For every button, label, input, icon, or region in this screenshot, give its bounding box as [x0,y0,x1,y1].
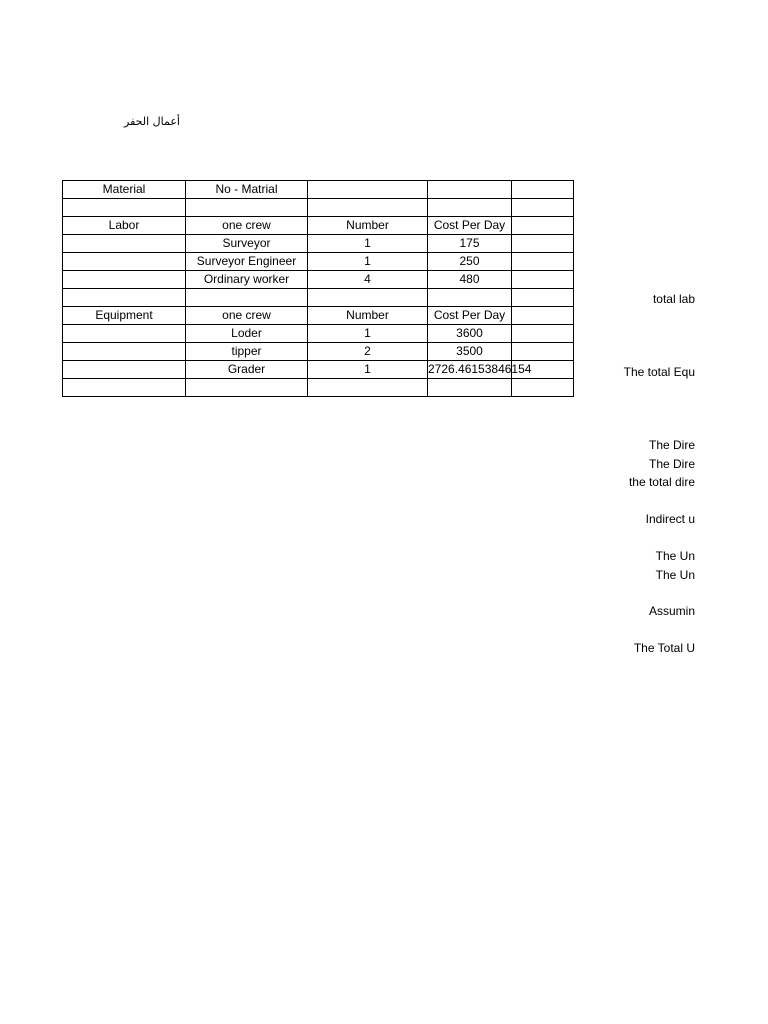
table-row [63,325,574,343]
table-row [63,253,574,271]
table-cell: Equipment [63,307,186,325]
note-total-direct: the total dire [628,475,695,489]
table-cell [428,199,512,217]
table-cell [428,379,512,397]
table-cell [512,235,574,253]
table-cell: Loder [186,325,308,343]
table-row [63,199,574,217]
note-total-labor: total lab [652,292,695,306]
table-row [63,307,574,325]
table-cell: 2 [308,343,428,361]
table-cell: 480 [428,271,512,289]
table-row [63,181,574,199]
table-cell [186,379,308,397]
table-cell: Material [63,181,186,199]
note-total-unit: The Total U [633,641,695,655]
table-cell: 1 [308,361,428,379]
table-cell [308,199,428,217]
note-direct-1: The Dire [648,438,695,452]
table-cell [63,235,186,253]
table-cell: 3600 [428,325,512,343]
table-cell [63,199,186,217]
note-unit-1: The Un [655,549,695,563]
table-cell: 250 [428,253,512,271]
table-cell: Number [308,217,428,235]
table-cell: 1 [308,325,428,343]
table-cell [512,199,574,217]
note-indirect: Indirect u [645,512,695,526]
note-assuming: Assumin [648,604,695,618]
table-cell: Surveyor [186,235,308,253]
table-cell [512,253,574,271]
note-unit-2: The Un [655,568,695,582]
table-cell: Surveyor Engineer [186,253,308,271]
table-cell [308,181,428,199]
table-cell: Labor [63,217,186,235]
table-cell: Ordinary worker [186,271,308,289]
table-row [63,289,574,307]
table-row [63,271,574,289]
table-cell: 1 [308,253,428,271]
table-cell [186,199,308,217]
table-cell [428,289,512,307]
table-cell: one crew [186,307,308,325]
table-row [63,379,574,397]
table-cell: No - Matrial [186,181,308,199]
table-cell: Cost Per Day [428,217,512,235]
table-cell: Grader [186,361,308,379]
table-cell [63,361,186,379]
table-row [63,217,574,235]
page-heading: أعمال الحفر [124,115,180,128]
table-cell [308,289,428,307]
table-cell: 4 [308,271,428,289]
table-cell [63,343,186,361]
table-row [63,361,574,379]
table-cell: 3500 [428,343,512,361]
table-cell: Number [308,307,428,325]
table-cell [512,181,574,199]
table-cell: 2726.46153846154 [428,361,512,379]
table-cell [512,217,574,235]
table-cell [428,181,512,199]
table-cell: 1 [308,235,428,253]
table-cell: tipper [186,343,308,361]
table-cell [63,289,186,307]
table-cell: 175 [428,235,512,253]
table-cell [63,253,186,271]
cost-table [62,180,574,397]
table-row [63,235,574,253]
table-cell [63,271,186,289]
table-cell: Cost Per Day [428,307,512,325]
side-notes [560,280,695,660]
note-total-equipment: The total Equ [623,365,695,379]
table-cell: one crew [186,217,308,235]
table-cell [63,325,186,343]
table-cell [186,289,308,307]
table-cell [308,379,428,397]
note-direct-2: The Dire [648,457,695,471]
table-cell [63,379,186,397]
table-row [63,343,574,361]
